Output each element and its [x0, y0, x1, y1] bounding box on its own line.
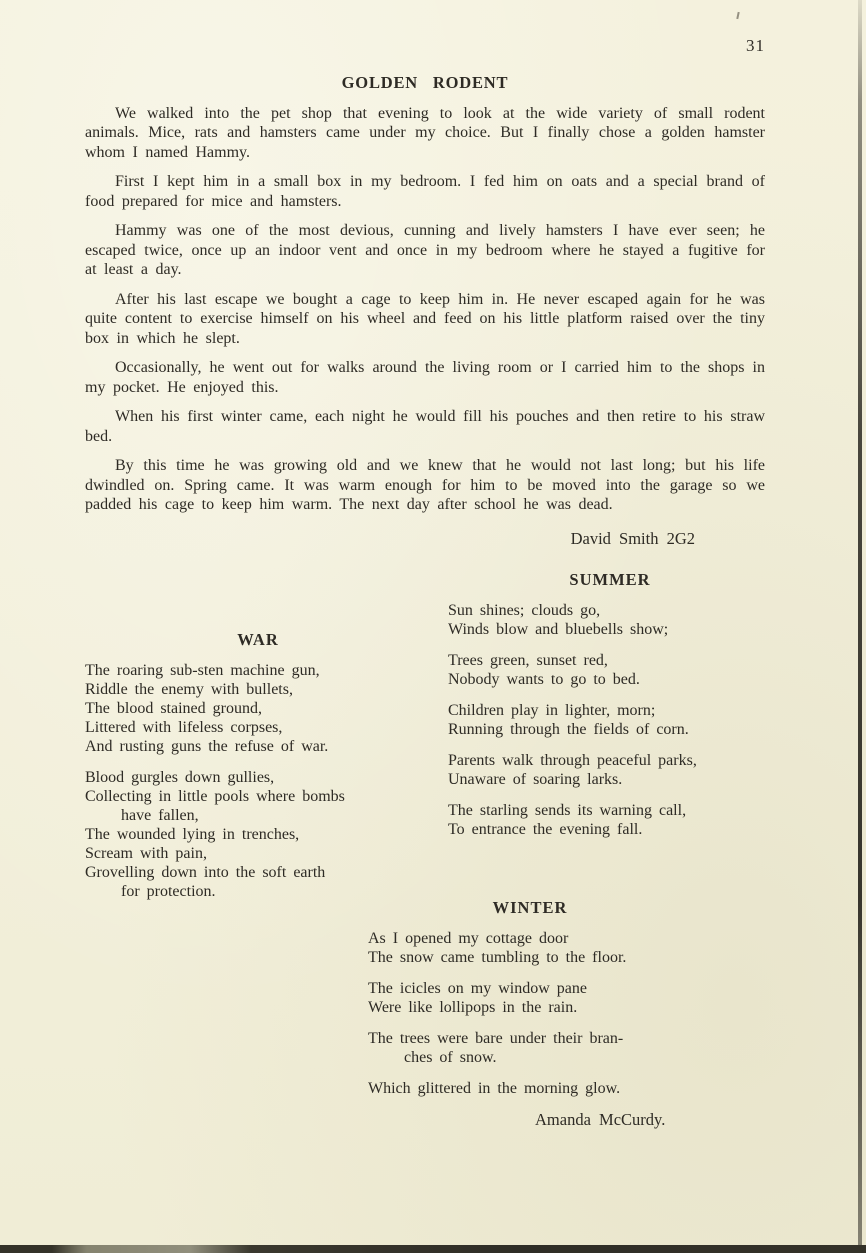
scan-page-edge-right [858, 0, 862, 1247]
poem-war-stanza-2 [85, 768, 431, 901]
poem-summer [448, 570, 772, 851]
story-title: GOLDEN RODENT [341, 73, 509, 92]
poem-line: Sun shines; clouds go, [448, 602, 601, 619]
poem-winter-stanza-1 [368, 929, 692, 967]
poem-summer-stanza-2 [448, 651, 772, 689]
poem-summer-stanza-1 [448, 601, 772, 639]
poem-winter-stanza-4 [368, 1079, 692, 1098]
story-paragraph-7: By this time he was growing old and we knew that he would not last long; but his life dwindled on. Spring came. It was warm enough for him to be moved into the garage so we padded his cage to keep him warm. The next day after school he was dead. [85, 457, 765, 513]
poem-line: Riddle the enemy with bullets, [85, 681, 293, 698]
poem-line: Winds blow and bluebells show; [448, 621, 669, 638]
poem-summer-title: SUMMER [569, 570, 651, 589]
poem-line: Unaware of soaring larks. [448, 771, 623, 788]
poem-line: Running through the fields of corn. [448, 721, 689, 738]
poem-line-continuation: ches of snow. [404, 1049, 497, 1066]
poem-line: The icicles on my window pane [368, 980, 587, 997]
poem-line: As I opened my cottage door [368, 930, 569, 947]
poem-line: To entrance the evening fall. [448, 821, 643, 838]
story-golden-rodent [85, 73, 765, 548]
poem-line: Littered with lifeless corpses, [85, 719, 283, 736]
story-paragraph-1: We walked into the pet shop that evening to look at the wide variety of small rodent animals. Mice, rats and hamsters came under my choice. But I finally chose a golden hamster whom I named Hammy. [85, 104, 765, 161]
story-author: David Smith 2G2 [570, 528, 695, 548]
poem-winter-title: WINTER [492, 898, 568, 917]
poem-summer-stanza-3 [448, 701, 772, 739]
page-number: 31 [746, 36, 765, 55]
story-paragraph-4: After his last escape we bought a cage to keep him in. He never escaped again for he was quite content to exercise himself on his wheel and feed on his little platform raised over the tiny box in which he slept. [85, 290, 765, 347]
poem-winter-author: Amanda McCurdy. [535, 1110, 666, 1129]
story-paragraph-6: When his first winter came, each night he would fill his pouches and then retire to his straw bed. [85, 408, 765, 445]
poem-war-stanza-1 [85, 661, 431, 756]
poems-section [0, 560, 866, 1160]
poem-line: Grovelling down into the soft earth [85, 864, 326, 881]
poem-line: The snow came tumbling to the floor. [368, 949, 627, 966]
poem-line: Which glittered in the morning glow. [368, 1080, 621, 1097]
poem-summer-stanza-4 [448, 751, 772, 789]
poem-line: Were like lollipops in the rain. [368, 999, 578, 1016]
poem-winter-stanza-2 [368, 979, 692, 1017]
poem-line: Children play in lighter, morn; [448, 702, 656, 719]
poem-winter [368, 898, 692, 1110]
poem-line: And rusting guns the refuse of war. [85, 738, 329, 755]
story-paragraph-3: Hammy was one of the most devious, cunning and lively hamsters I have ever seen; he escaped twice, once up an indoor vent and once in my bedroom where he stayed a fugitive for at least a day. [85, 222, 765, 278]
poem-line: The roaring sub-sten machine gun, [85, 662, 320, 679]
poem-line: Trees green, sunset red, [448, 652, 608, 669]
scan-speck [736, 12, 739, 19]
story-paragraph-5: Occasionally, he went out for walks around the living room or I carried him to the shops in my pocket. He enjoyed this. [85, 359, 765, 396]
poem-line: Parents walk through peaceful parks, [448, 752, 697, 769]
poem-line: Blood gurgles down gullies, [85, 769, 275, 786]
poem-line: The blood stained ground, [85, 700, 262, 717]
story-paragraph-2: First I kept him in a small box in my bedroom. I fed him on oats and a special brand of food prepared for mice and hamsters. [85, 173, 765, 210]
poem-war [85, 630, 431, 913]
poem-winter-stanza-3 [368, 1029, 692, 1067]
poem-line: Collecting in little pools where bombs [85, 788, 345, 805]
poem-summer-stanza-5 [448, 801, 772, 839]
poem-line: The wounded lying in trenches, [85, 826, 300, 843]
poem-line: Nobody wants to go to bed. [448, 671, 640, 688]
poem-line: Scream with pain, [85, 845, 207, 862]
poem-line: The trees were bare under their bran- [368, 1030, 624, 1047]
poem-line-continuation: have fallen, [121, 807, 199, 824]
scan-page-edge-bottom [0, 1245, 866, 1253]
poem-line: The starling sends its warning call, [448, 802, 687, 819]
poem-war-title: WAR [237, 630, 279, 649]
poem-line-continuation: for protection. [121, 883, 216, 900]
